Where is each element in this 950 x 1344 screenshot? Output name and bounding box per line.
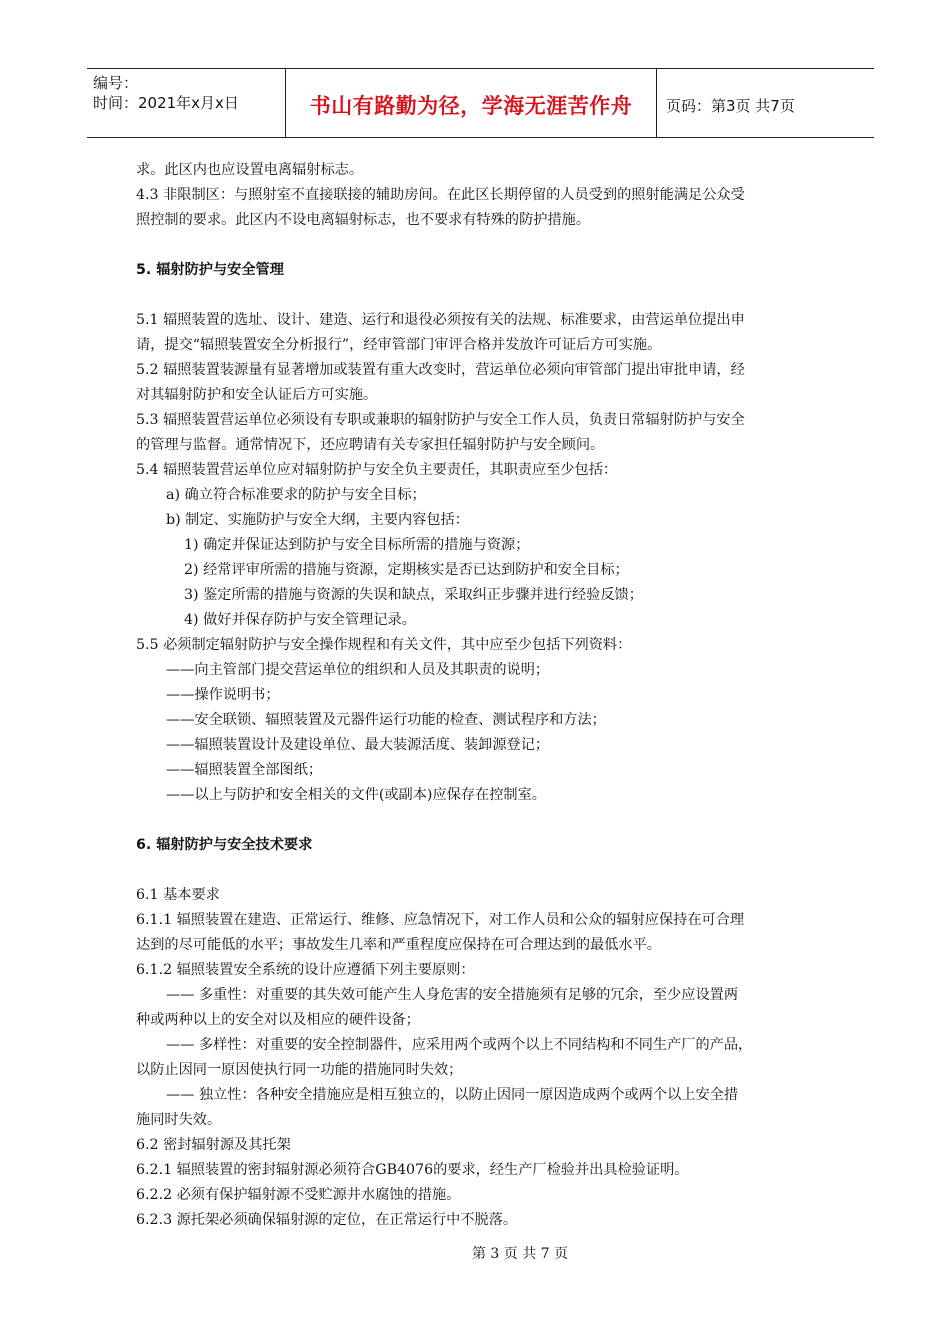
paragraph-line: 请，提交“辐照装置安全分析报行”，经审管部门审评合格并发放许可证后方可实施。 [136,337,662,353]
list-item: —— 独立性：各种安全措施应是相互独立的，以防止因同一原因造成两个或两个以上安全措 [166,1087,739,1103]
paragraph-line: 照控制的要求。此区内不设电离辐射标志，也不要求有特殊的防护措施。 [136,212,591,228]
section-heading-5: 5. 辐射防护与安全管理 [136,262,284,278]
page-footer: 第 3 页 共 7 页 [471,1246,569,1262]
paragraph-line: 6.1 基本要求 [136,887,220,903]
paragraph-line: 施同时失效。 [136,1112,222,1128]
list-item: 3) 鉴定所需的措施与资源的失误和缺点，采取纠正步骤并进行经验反馈； [184,587,643,603]
paragraph-line: 6.1.2 辐照装置安全系统的设计应遵循下列主要原则： [136,962,475,978]
header-page-cell [658,69,874,137]
list-item: b) 制定、实施防护与安全大纲，主要内容包括： [166,512,469,528]
list-item: 1) 确定并保证达到防护与安全目标所需的措施与资源； [184,537,530,553]
paragraph-line: 4.3 非限制区：与照射室不直接联接的辅助房间。在此区长期停留的人员受到的照射能满足公众受 [136,187,745,203]
header-motto-cell [286,69,657,137]
paragraph-line: 求。此区内也应设置电离辐射标志。 [136,162,364,178]
paragraph-line: 5.5 必须制定辐射防护与安全操作规程和有关文件，其中应至少包括下列资料： [136,637,632,653]
paragraph-line: 6.2 密封辐射源及其托架 [136,1137,291,1153]
list-item: 4) 做好并保存防护与安全管理记录。 [184,612,416,628]
paragraph-line: 6.2.1 辐照装置的密封辐射源必须符合GB4076的要求，经生产厂检验并出具检验证明。 [136,1162,689,1178]
paragraph-line: 的管理与监督。通常情况下，还应聘请有关专家担任辐射防护与安全顾问。 [136,437,605,453]
document-time-label: 时间：2021年x月x日 [93,94,239,112]
list-item: ——向主管部门提交营运单位的组织和人员及其职责的说明； [166,662,550,678]
paragraph-line: 种或两种以上的安全对以及相应的硬件设备； [136,1012,420,1028]
section-heading-6: 6. 辐射防护与安全技术要求 [136,837,313,853]
list-item: ——辐照装置全部图纸； [166,762,323,778]
paragraph-line: 达到的尽可能低的水平；事故发生几率和严重程度应保持在可合理达到的最低水平。 [136,937,661,953]
paragraph-line: 6.2.3 源托架必须确保辐射源的定位，在正常运行中不脱落。 [136,1212,518,1228]
paragraph-line: 5.3 辐照装置营运单位必须设有专职或兼职的辐射防护与安全工作人员，负责日常辐射防护与安全 [136,412,745,428]
list-item: a) 确立符合标准要求的防护与安全目标； [166,487,426,503]
list-item: ——以上与防护和安全相关的文件(或副本)应保存在控制室。 [166,787,546,803]
paragraph-line: 对其辐射防护和安全认证后方可实施。 [136,387,378,403]
paragraph-line: 5.4 辐照装置营运单位应对辐射防护与安全负主要责任，其职责应至少包括： [136,462,618,478]
header-page-number: 页码：第3页 共7页 [666,97,795,115]
paragraph-line: 5.1 辐照装置的选址、设计、建造、运行和退役必须按有关的法规、标准要求，由营运单位提出申 [136,312,745,328]
list-item: 2) 经常评审所需的措施与资源，定期核实是否已达到防护和安全目标； [184,562,629,578]
document-body [136,158,826,1233]
list-item: ——辐照装置设计及建设单位、最大装源活度、装卸源登记； [166,737,550,753]
paragraph-line: 6.1.1 辐照装置在建造、正常运行、维修、应急情况下，对工作人员和公众的辐射应保持在可合理 [136,912,745,928]
paragraph-line: 以防止因同一原因使执行同一功能的措施同时失效； [136,1062,463,1078]
header-motto: 书山有路勤为径，学海无涯苦作舟 [309,94,633,118]
document-number-label: 编号： [93,74,139,92]
header-meta-cell [87,69,286,137]
list-item: —— 多重性：对重要的其失效可能产生人身危害的安全措施须有足够的冗余，至少应设置两 [166,987,739,1003]
list-item: ——安全联锁、辐照装置及元器件运行功能的检查、测试程序和方法； [166,712,606,728]
list-item: —— 多样性：对重要的安全控制器件，应采用两个或两个以上不同结构和不同生产厂的产品， [166,1037,753,1053]
paragraph-line: 5.2 辐照装置装源量有显著增加或装置有重大改变时，营运单位必须向审管部门提出审批申请，经 [136,362,745,378]
page-header [87,68,874,138]
paragraph-line: 6.2.2 必须有保护辐射源不受贮源井水腐蚀的措施。 [136,1187,461,1203]
list-item: ——操作说明书； [166,687,280,703]
